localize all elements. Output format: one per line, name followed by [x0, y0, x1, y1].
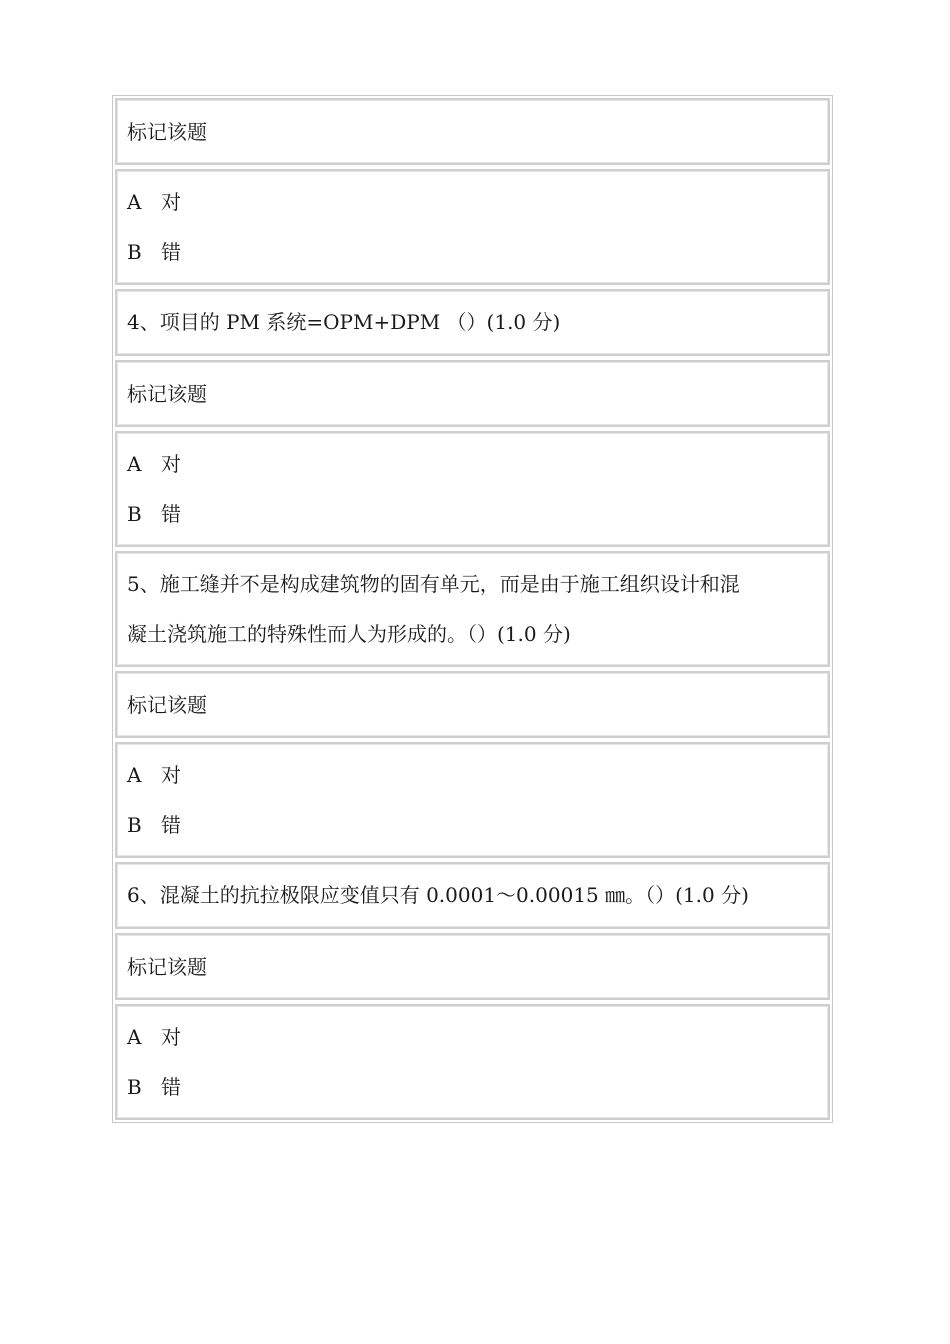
options-cell [115, 431, 830, 547]
mark-question-label[interactable]: 标记该题 [127, 955, 207, 979]
option-a[interactable] [127, 177, 818, 227]
option-letter: B [127, 502, 142, 526]
options-cell [115, 1004, 830, 1120]
option-a[interactable] [127, 1012, 818, 1062]
options-cell [115, 169, 830, 285]
question-cell [115, 289, 830, 356]
option-letter: B [127, 240, 142, 264]
option-letter: A [127, 1025, 142, 1049]
quiz-table [112, 95, 833, 1123]
option-text: 对 [161, 763, 181, 787]
options-cell [115, 742, 830, 858]
option-b[interactable] [127, 800, 818, 850]
option-text: 对 [161, 190, 181, 214]
option-a[interactable] [127, 439, 818, 489]
option-letter: A [127, 190, 142, 214]
mark-question-label[interactable]: 标记该题 [127, 382, 207, 406]
option-letter: B [127, 1075, 142, 1099]
question-text: 4、项目的 PM 系统=OPM+DPM （）(1.0 分) [127, 310, 561, 334]
option-b[interactable] [127, 489, 818, 539]
mark-question-label[interactable]: 标记该题 [127, 120, 207, 144]
question-text-line2: 凝土浇筑施工的特殊性而人为形成的。（）(1.0 分) [127, 622, 571, 646]
question-text: 6、混凝土的抗拉极限应变值只有 0.0001～0.00015 ㎜。（）(1.0 分) [127, 883, 749, 907]
option-letter: A [127, 452, 142, 476]
option-b[interactable] [127, 227, 818, 277]
mark-question-cell[interactable] [115, 360, 830, 427]
option-text: 错 [161, 813, 181, 837]
option-text: 对 [161, 452, 181, 476]
mark-question-cell[interactable] [115, 933, 830, 1000]
mark-question-cell[interactable] [115, 671, 830, 738]
mark-question-cell[interactable] [115, 98, 830, 165]
question-cell [115, 862, 830, 929]
option-text: 错 [161, 502, 181, 526]
question-cell [115, 551, 830, 667]
option-letter: A [127, 763, 142, 787]
option-text: 错 [161, 240, 181, 264]
question-text-line1: 5、施工缝并不是构成建筑物的固有单元，而是由于施工组织设计和混 [127, 572, 740, 596]
option-letter: B [127, 813, 142, 837]
option-b[interactable] [127, 1062, 818, 1112]
mark-question-label[interactable]: 标记该题 [127, 693, 207, 717]
option-text: 对 [161, 1025, 181, 1049]
option-a[interactable] [127, 750, 818, 800]
option-text: 错 [161, 1075, 181, 1099]
